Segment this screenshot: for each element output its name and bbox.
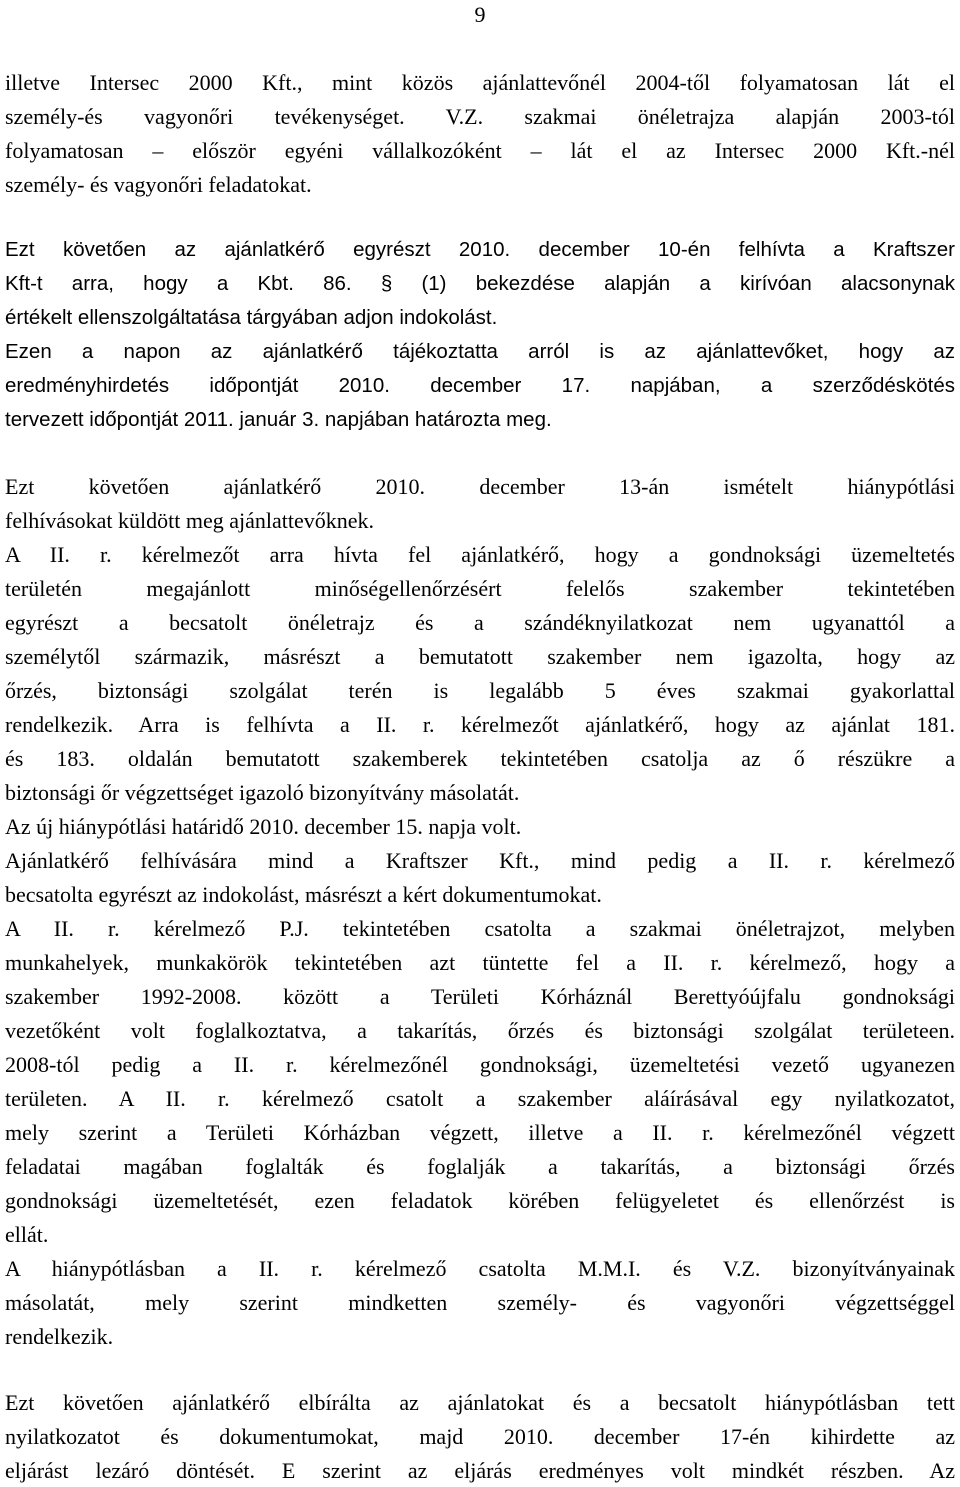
text-line: tervezett időpontját 2011. január 3. napjában határozta meg. [5, 408, 552, 431]
text-line: egyrészt a becsatolt önéletrajz és a szándéknyilatkozat nem ugyanattól a [5, 610, 955, 635]
text-line: területen. A II. r. kérelmező csatolt a szakember aláírásával egy nyilatkozatot, [5, 1086, 955, 1111]
text-line: illetve Intersec 2000 Kft., mint közös ajánlattevőnél 2004-től folyamatosan lát el [5, 70, 955, 95]
text-line: ellát. [5, 1222, 49, 1247]
text-line: A hiánypótlásban a II. r. kérelmező csatolta M.M.I. és V.Z. bizonyítványainak [5, 1256, 955, 1281]
text-line: gondnoksági üzemeltetését, ezen feladatok körében felügyeletet és ellenőrzést is [5, 1188, 955, 1213]
text-line: biztonsági őr végzettséget igazoló bizonyítvány másolatát. [5, 780, 520, 805]
text-line: Ezt követően ajánlatkérő 2010. december 13-án ismételt hiánypótlási [5, 474, 955, 499]
text-line: nyilatkozatot és dokumentumokat, majd 2010. december 17-én kihirdette az [5, 1424, 955, 1449]
text-line: A II. r. kérelmező P.J. tekintetében csatolta a szakmai önéletrajzot, melyben [5, 916, 955, 941]
text-line: A II. r. kérelmezőt arra hívta fel ajánlatkérő, hogy a gondnoksági üzemeltetés [5, 542, 955, 567]
text-line: személy-és vagyonőri tevékenységet. V.Z. szakmai önéletrajza alapján 2003-tól [5, 104, 955, 129]
text-line: Az új hiánypótlási határidő 2010. december 15. napja volt. [5, 814, 522, 839]
text-line: 2008-tól pedig a II. r. kérelmezőnél gondnoksági, üzemeltetési vezető ugyanezen [5, 1052, 955, 1077]
text-line: vezetőként volt foglalkoztatva, a takarítás, őrzés és biztonsági szolgálat területeen. [5, 1018, 955, 1043]
text-line: Ajánlatkérő felhívására mind a Kraftszer Kft., mind pedig a II. r. kérelmező [5, 848, 955, 873]
text-line: becsatolta egyrészt az indokolást, másrészt a kért dokumentumokat. [5, 882, 602, 907]
text-line: munkahelyek, munkakörök tekintetében azt tüntette fel a II. r. kérelmező, hogy a [5, 950, 955, 975]
text-line: rendelkezik. [5, 1324, 114, 1349]
text-line: másolatát, mely szerint mindketten személy- és vagyonőri végzettséggel [5, 1290, 955, 1315]
text-line: Ezen a napon az ajánlatkérő tájékoztatta arról is az ajánlattevőket, hogy az [5, 340, 955, 363]
page-number: 9 [474, 2, 486, 27]
text-line: feladatai magában foglalták és foglalják a takarítás, a biztonsági őrzés [5, 1154, 955, 1179]
text-line: személy- és vagyonőri feladatokat. [5, 172, 312, 197]
text-line: Kft-t arra, hogy a Kbt. 86. § (1) bekezdése alapján a kirívóan alacsonynak [5, 272, 955, 295]
text-line: értékelt ellenszolgáltatása tárgyában adjon indokolást. [5, 306, 498, 329]
text-line: eredményhirdetés időpontját 2010. december 17. napjában, a szerződéskötés [5, 374, 955, 397]
text-line: Ezt követően az ajánlatkérő egyrészt 2010. december 10-én felhívta a Kraftszer [5, 238, 955, 261]
text-line: eljárást lezáró döntését. E szerint az eljárás eredményes volt mindkét részben. Az [5, 1458, 955, 1483]
text-line: mely szerint a Területi Kórházban végzett, illetve a II. r. kérelmezőnél végzett [5, 1120, 955, 1145]
text-line: területén megajánlott minőségellenőrzésért felelős szakember tekintetében [5, 576, 955, 601]
text-line: szakember 1992-2008. között a Területi Kórháznál Berettyóújfalu gondnoksági [5, 984, 955, 1009]
text-line: Ezt követően ajánlatkérő elbírálta az ajánlatokat és a becsatolt hiánypótlásban tett [5, 1390, 955, 1415]
text-line: rendelkezik. Arra is felhívta a II. r. kérelmezőt ajánlatkérő, hogy az ajánlat 181. [5, 712, 955, 737]
text-line: személytől származik, másrészt a bemutatott szakember nem igazolta, hogy az [5, 644, 955, 669]
text-line: felhívásokat küldött meg ajánlattevőknek. [5, 508, 375, 533]
text-line: őrzés, biztonsági szolgálat terén is legalább 5 éves szakmai gyakorlattal [5, 678, 955, 703]
text-line: folyamatosan – először egyéni vállalkozóként – lát el az Intersec 2000 Kft.-nél [5, 138, 955, 163]
text-line: és 183. oldalán bemutatott szakemberek tekintetében csatolja az ő részükre a [5, 746, 955, 771]
